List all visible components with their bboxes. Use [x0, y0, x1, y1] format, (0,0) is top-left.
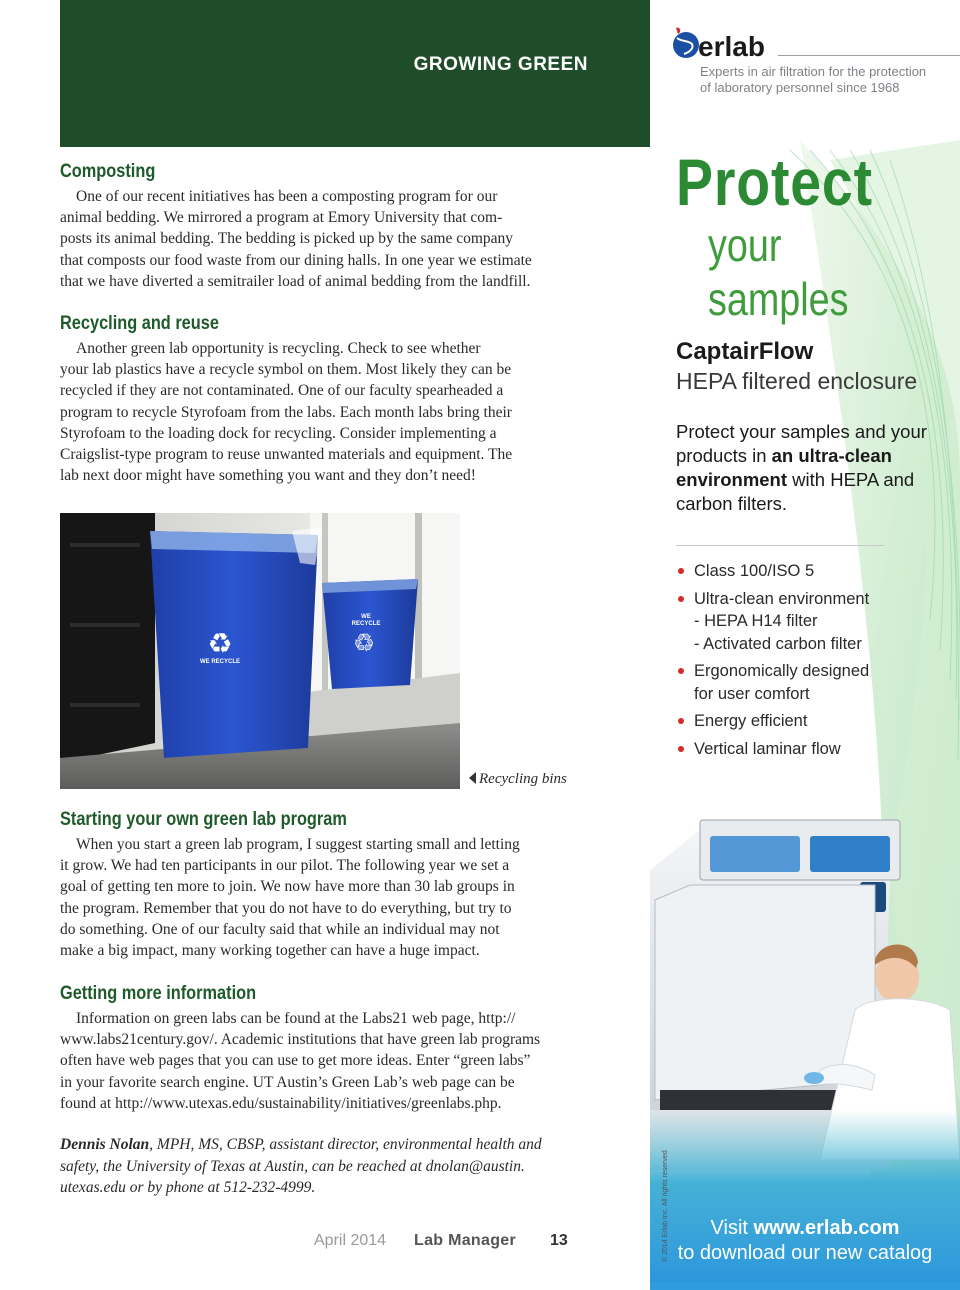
product-subtitle: HEPA filtered enclosure [676, 368, 918, 394]
composting-section [60, 160, 560, 292]
author-line-2: safety, the University of Texas at Austin, can be reached at dnolan@austin. [60, 1157, 525, 1175]
erlab-advertisement [650, 0, 960, 1290]
body-line: it grow. We had ten participants in our pilot. The following year we set a [60, 857, 510, 875]
body-line: goal of getting ten more to join. We now have more than 30 lab groups in [60, 878, 515, 896]
feature-subtext: for user comfort [694, 684, 810, 703]
erlab-logo [672, 24, 782, 65]
recycling-bins-illustration [60, 513, 460, 789]
section-title: GROWING GREEN [413, 54, 588, 75]
call-to-action [650, 1216, 960, 1266]
bin-label-small-1: WE [361, 614, 371, 620]
feature-text: Ergonomically designed [694, 662, 870, 680]
product-description [676, 420, 951, 516]
author-bio [60, 1134, 560, 1199]
body-line: One of our recent initiatives has been a composting program for our [76, 188, 498, 205]
feature-item [678, 710, 869, 733]
body-line: recycled if they are not contaminated. One of our faculty spearheaded a [60, 382, 504, 400]
recycling-section [60, 312, 560, 486]
body-line: found at http://www.utexas.edu/sustainability/initiatives/greenlabs.php. [60, 1094, 502, 1112]
bullet-icon [678, 746, 684, 752]
more-info-section [60, 982, 560, 1114]
feature-item [678, 660, 869, 705]
body-line: lab next door might have something you want and they don’t need! [60, 467, 476, 485]
feature-item [678, 560, 869, 583]
body-line: When you start a green lab program, I suggest starting small and letting [76, 836, 520, 853]
starting-body [60, 834, 560, 961]
cta-line-2: to download our new catalog [677, 1242, 933, 1264]
bin-label-large: WE RECYCLE [199, 659, 241, 665]
cta-prefix: Visit [710, 1217, 754, 1239]
composting-body [60, 186, 560, 292]
body-line: www.labs21century.gov/. Academic institutions that have green lab programs [60, 1031, 541, 1049]
recycling-heading: Recycling and reuse [60, 313, 219, 334]
tagline-line-1: Experts in air filtration for the protection [700, 64, 927, 79]
author-name: Dennis Nolan [60, 1136, 150, 1153]
photo-caption [469, 771, 567, 788]
bullet-icon [678, 568, 684, 574]
body-line: posts its animal bedding. The bedding is picked up by the same company [60, 230, 514, 248]
body-line: Craigslist-type program to reuse unwanted materials and equipment. The [60, 446, 513, 464]
product-name: CaptairFlow [676, 338, 814, 365]
feature-text: Class 100/ISO 5 [694, 562, 815, 580]
logo-divider [778, 55, 960, 56]
ad-bottom-bar [650, 1282, 960, 1290]
description-text-end: with HEPA and carbon filters. [676, 469, 915, 514]
bin-label-small-2: RECYCLE [351, 621, 381, 627]
ad-divider [676, 545, 884, 546]
feature-subtext: - Activated carbon filter [694, 634, 862, 653]
body-line: that composts our food waste from our dining halls. In one year we estimate [60, 251, 532, 269]
description-bold: an ultra-clean environment [676, 445, 892, 490]
footer-date: April 2014 [314, 1232, 387, 1249]
copyright-notice: © 2014 Erlab Inc. All rights reserved [662, 1150, 669, 1262]
erlab-globe-logo-icon [672, 24, 782, 60]
body-line: make a big impact, many working together can have a huge impact. [60, 942, 480, 960]
body-line: often have web pages that you can use to get more ideas. Enter “green labs” [60, 1052, 531, 1070]
body-line: Information on green labs can be found at the Labs21 web page, http:// [76, 1010, 516, 1027]
body-line: your lab plastics have a recycle symbol on them. Most likely they can be [60, 361, 512, 379]
ad-subheadline: your samples [708, 219, 849, 325]
composting-heading: Composting [60, 161, 156, 182]
feature-item [678, 588, 869, 656]
tagline [700, 64, 926, 96]
body-line: the program. Remember that you do not have to do everything, but try to [60, 899, 512, 917]
feature-list [678, 560, 869, 765]
feature-text: Energy efficient [694, 712, 808, 730]
tagline-line-2: of laboratory personnel since 1968 [700, 80, 900, 95]
feature-text: Ultra-clean environment [694, 589, 870, 608]
footer-magazine: Lab Manager [414, 1232, 516, 1249]
header-bar [60, 0, 650, 147]
svg-text:♻: ♻ [353, 630, 375, 657]
feature-text: Vertical laminar flow [694, 739, 841, 758]
body-line: Another green lab opportunity is recycling. Check to see whether [76, 340, 481, 357]
starting-section [60, 808, 560, 961]
bullet-icon [678, 596, 684, 602]
description-text: Protect your samples and your products in [676, 421, 927, 466]
logo-text: erlab [698, 31, 765, 60]
svg-text:♻: ♻ [207, 628, 233, 659]
caption-text: Recycling bins [479, 771, 567, 787]
footer-page-number: 13 [550, 1232, 568, 1249]
recycling-body [60, 338, 560, 486]
bullet-icon [678, 718, 684, 724]
body-line: that we have diverted a semitrailer load of animal bedding from the landfill. [60, 272, 531, 290]
starting-heading: Starting your own green lab program [60, 809, 347, 830]
body-line: Styrofoam to the loading dock for recycling. Consider implementing a [60, 424, 497, 442]
website-link[interactable]: www.erlab.com [753, 1217, 900, 1239]
more-info-heading: Getting more information [60, 983, 257, 1004]
ad-headline: Protect [676, 145, 873, 219]
more-info-body [60, 1008, 560, 1114]
body-line: animal bedding. We mirrored a program at Emory University that com- [60, 209, 503, 227]
bullet-icon [678, 668, 684, 674]
feature-item [678, 738, 869, 761]
body-line: in your favorite search engine. UT Austin’s Green Lab’s web page can be [60, 1073, 515, 1091]
body-line: program to recycle Styrofoam from the labs. Each month labs bring their [60, 403, 512, 421]
author-line-3: utexas.edu or by phone at 512-232-4999. [60, 1179, 316, 1196]
author-line-1: , MPH, MS, CBSP, assistant director, environmental health and [149, 1136, 542, 1153]
caption-arrow-icon [469, 772, 476, 784]
recycling-bins-photo [60, 513, 460, 789]
feature-subtext: - HEPA H14 filter [694, 612, 818, 630]
body-line: do something. One of our faculty said that while an individual may not [60, 920, 500, 938]
